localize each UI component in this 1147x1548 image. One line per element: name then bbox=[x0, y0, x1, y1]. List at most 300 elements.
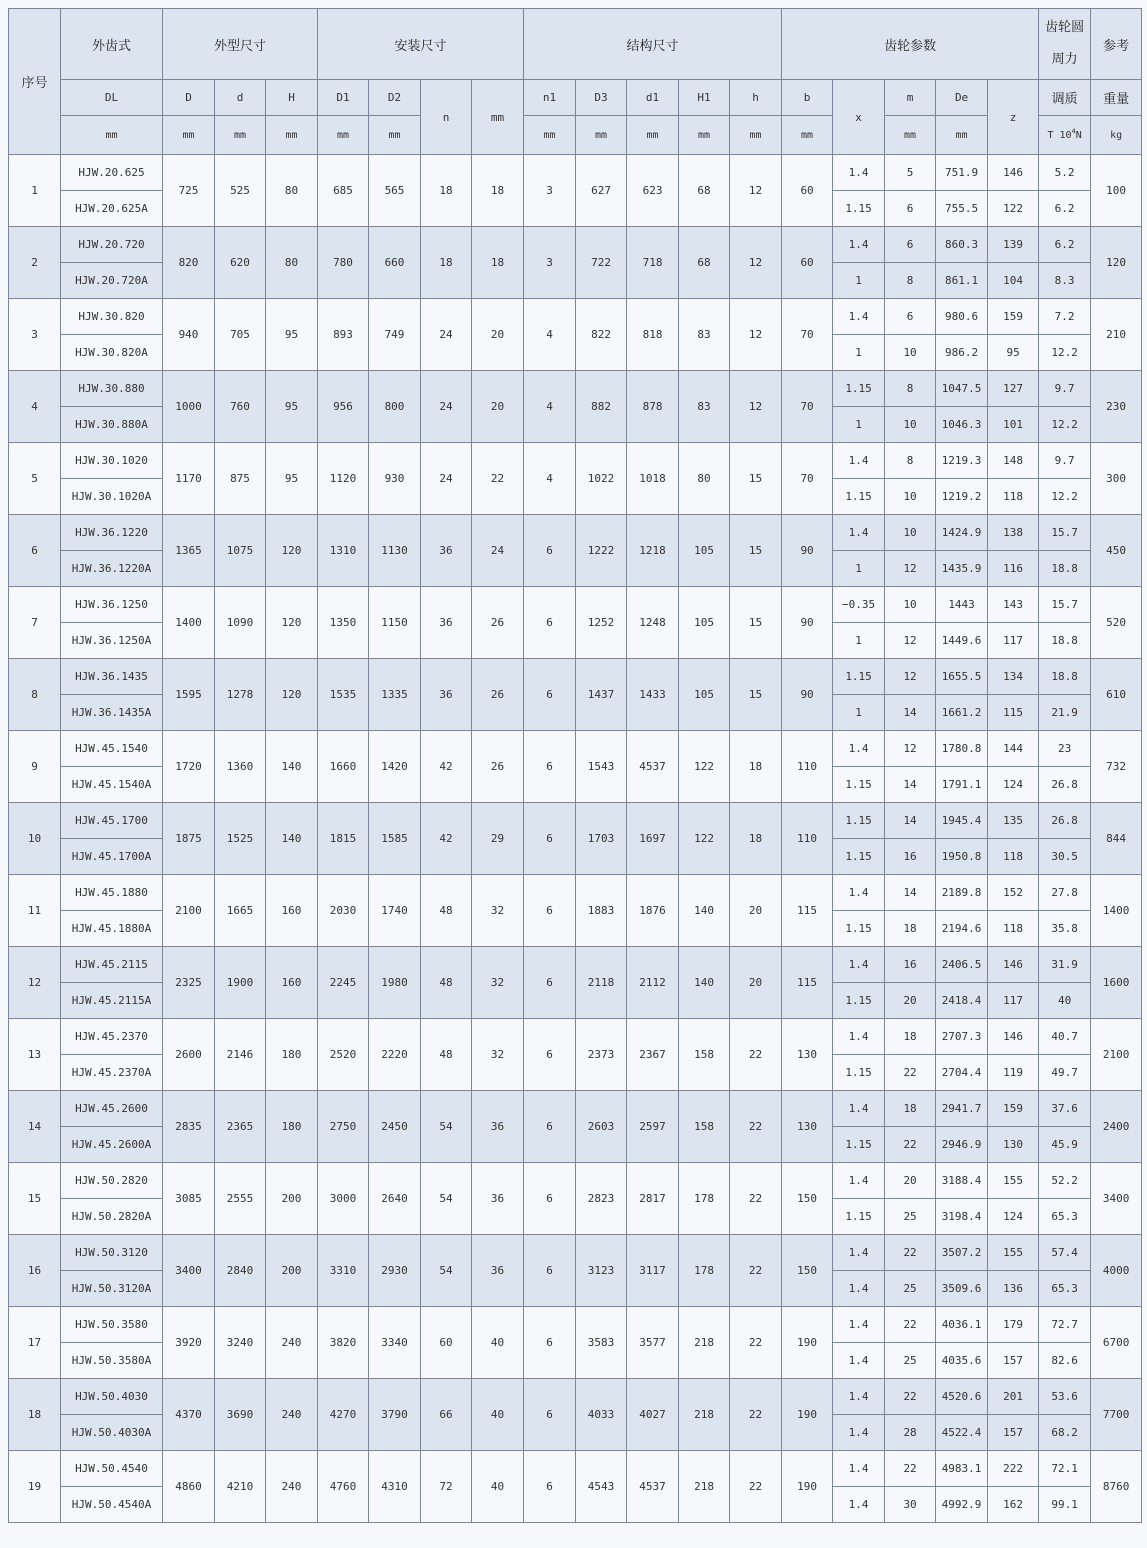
cell-d3: 2118 bbox=[576, 947, 627, 1019]
cell-d: 3920 bbox=[163, 1307, 215, 1379]
cell-x: 1.15 bbox=[833, 659, 885, 695]
cell-d2: 2640 bbox=[369, 1163, 421, 1235]
header-sym-d: d bbox=[215, 80, 266, 116]
cell-weight: 4000 bbox=[1091, 1235, 1142, 1307]
cell-n: 18 bbox=[421, 155, 472, 227]
cell-d1: 1535 bbox=[318, 659, 369, 731]
cell-d2: 660 bbox=[369, 227, 421, 299]
cell-de: 1945.4 bbox=[936, 803, 988, 839]
cell-n1: 3 bbox=[524, 227, 576, 299]
cell-d: 1400 bbox=[163, 587, 215, 659]
cell-seq: 18 bbox=[9, 1379, 61, 1451]
cell-weight: 6700 bbox=[1091, 1307, 1142, 1379]
cell-h1: 218 bbox=[679, 1379, 730, 1451]
cell-h: 15 bbox=[730, 587, 782, 659]
cell-de: 861.1 bbox=[936, 263, 988, 299]
cell-model: HJW.50.4030 bbox=[61, 1379, 163, 1415]
cell-h: 15 bbox=[730, 443, 782, 515]
cell-t: 8.3 bbox=[1039, 263, 1091, 299]
cell-d1: 1310 bbox=[318, 515, 369, 587]
cell-h: 200 bbox=[266, 1163, 318, 1235]
cell-n: 24 bbox=[421, 371, 472, 443]
cell-de: 2418.4 bbox=[936, 983, 988, 1019]
cell-m: 6 bbox=[885, 191, 936, 227]
cell-n: 36 bbox=[421, 587, 472, 659]
cell-x: 1.15 bbox=[833, 911, 885, 947]
cell-de: 1047.5 bbox=[936, 371, 988, 407]
cell-n: 36 bbox=[421, 659, 472, 731]
cell-d2: 1585 bbox=[369, 803, 421, 875]
cell-model: HJW.50.2820 bbox=[61, 1163, 163, 1199]
table-row bbox=[9, 371, 1142, 407]
cell-h: 80 bbox=[266, 227, 318, 299]
cell-z: 124 bbox=[988, 1199, 1039, 1235]
cell-d2: 2220 bbox=[369, 1019, 421, 1091]
cell-h1: 83 bbox=[679, 371, 730, 443]
cell-z: 155 bbox=[988, 1163, 1039, 1199]
cell-h: 18 bbox=[730, 731, 782, 803]
cell-weight: 1400 bbox=[1091, 875, 1142, 947]
cell-de: 4520.6 bbox=[936, 1379, 988, 1415]
header-unit-h: mm bbox=[730, 116, 782, 155]
cell-x: 1.4 bbox=[833, 227, 885, 263]
cell-t: 21.9 bbox=[1039, 695, 1091, 731]
cell-t: 53.6 bbox=[1039, 1379, 1091, 1415]
cell-d2: 4310 bbox=[369, 1451, 421, 1523]
header-unit-De: mm bbox=[936, 116, 988, 155]
cell-de: 2194.6 bbox=[936, 911, 988, 947]
cell-n1: 6 bbox=[524, 1019, 576, 1091]
table-row bbox=[9, 299, 1142, 335]
cell-d1: 4537 bbox=[627, 1451, 679, 1523]
cell-seq: 1 bbox=[9, 155, 61, 227]
cell-h: 12 bbox=[730, 155, 782, 227]
cell-model: HJW.45.1700A bbox=[61, 839, 163, 875]
cell-model: HJW.36.1435 bbox=[61, 659, 163, 695]
cell-x: 1.4 bbox=[833, 1379, 885, 1415]
cell-d: 2325 bbox=[163, 947, 215, 1019]
cell-model: HJW.50.3580A bbox=[61, 1343, 163, 1379]
cell-nmm: 36 bbox=[472, 1163, 524, 1235]
cell-m: 25 bbox=[885, 1271, 936, 1307]
cell-d1: 1350 bbox=[318, 587, 369, 659]
cell-d1: 4027 bbox=[627, 1379, 679, 1451]
cell-n1: 3 bbox=[524, 155, 576, 227]
cell-x: 1.15 bbox=[833, 767, 885, 803]
cell-m: 28 bbox=[885, 1415, 936, 1451]
table-row bbox=[9, 803, 1142, 839]
cell-model: HJW.45.1700 bbox=[61, 803, 163, 839]
cell-d1: 685 bbox=[318, 155, 369, 227]
cell-h: 22 bbox=[730, 1019, 782, 1091]
cell-nmm: 24 bbox=[472, 515, 524, 587]
cell-h: 22 bbox=[730, 1235, 782, 1307]
cell-model: HJW.45.1540A bbox=[61, 767, 163, 803]
cell-d1: 3000 bbox=[318, 1163, 369, 1235]
cell-d3: 4543 bbox=[576, 1451, 627, 1523]
cell-h1: 218 bbox=[679, 1451, 730, 1523]
cell-t: 6.2 bbox=[1039, 191, 1091, 227]
cell-seq: 9 bbox=[9, 731, 61, 803]
cell-d1: 1815 bbox=[318, 803, 369, 875]
cell-n: 48 bbox=[421, 1019, 472, 1091]
cell-weight: 7700 bbox=[1091, 1379, 1142, 1451]
header-weight: 重量 bbox=[1091, 80, 1142, 116]
cell-m: 20 bbox=[885, 983, 936, 1019]
cell-h: 95 bbox=[266, 443, 318, 515]
header-unit-D: mm bbox=[163, 116, 215, 155]
cell-de: 1046.3 bbox=[936, 407, 988, 443]
cell-z: 136 bbox=[988, 1271, 1039, 1307]
cell-d: 760 bbox=[215, 371, 266, 443]
cell-d1: 878 bbox=[627, 371, 679, 443]
cell-m: 22 bbox=[885, 1235, 936, 1271]
cell-model: HJW.36.1220 bbox=[61, 515, 163, 551]
cell-h: 22 bbox=[730, 1451, 782, 1523]
cell-t: 72.7 bbox=[1039, 1307, 1091, 1343]
cell-x: 1.4 bbox=[833, 1451, 885, 1487]
cell-de: 1791.1 bbox=[936, 767, 988, 803]
header-struct-dims: 结构尺寸 bbox=[524, 9, 782, 80]
cell-t: 5.2 bbox=[1039, 155, 1091, 191]
cell-d3: 882 bbox=[576, 371, 627, 443]
cell-x: 1.4 bbox=[833, 1019, 885, 1055]
cell-b: 90 bbox=[782, 515, 833, 587]
cell-d: 2835 bbox=[163, 1091, 215, 1163]
cell-d2: 2930 bbox=[369, 1235, 421, 1307]
cell-weight: 100 bbox=[1091, 155, 1142, 227]
header-unit-D2: mm bbox=[369, 116, 421, 155]
header-unit-H1: mm bbox=[679, 116, 730, 155]
header-sym-b: b bbox=[782, 80, 833, 116]
cell-model: HJW.45.2115 bbox=[61, 947, 163, 983]
cell-seq: 19 bbox=[9, 1451, 61, 1523]
cell-z: 104 bbox=[988, 263, 1039, 299]
header-sym-H: H bbox=[266, 80, 318, 116]
cell-seq: 11 bbox=[9, 875, 61, 947]
cell-d3: 822 bbox=[576, 299, 627, 371]
cell-model: HJW.50.4030A bbox=[61, 1415, 163, 1451]
cell-d: 525 bbox=[215, 155, 266, 227]
cell-t: 49.7 bbox=[1039, 1055, 1091, 1091]
cell-b: 190 bbox=[782, 1307, 833, 1379]
cell-d: 2365 bbox=[215, 1091, 266, 1163]
cell-seq: 3 bbox=[9, 299, 61, 371]
cell-model: HJW.30.880A bbox=[61, 407, 163, 443]
cell-b: 110 bbox=[782, 731, 833, 803]
cell-de: 2946.9 bbox=[936, 1127, 988, 1163]
cell-m: 8 bbox=[885, 371, 936, 407]
cell-d: 1090 bbox=[215, 587, 266, 659]
cell-de: 1449.6 bbox=[936, 623, 988, 659]
cell-b: 60 bbox=[782, 155, 833, 227]
header-unit-b: mm bbox=[782, 116, 833, 155]
table-row bbox=[9, 1091, 1142, 1127]
cell-h: 15 bbox=[730, 659, 782, 731]
cell-d1: 2817 bbox=[627, 1163, 679, 1235]
cell-n1: 6 bbox=[524, 803, 576, 875]
cell-b: 150 bbox=[782, 1235, 833, 1307]
cell-n: 54 bbox=[421, 1163, 472, 1235]
cell-de: 4035.6 bbox=[936, 1343, 988, 1379]
cell-d: 875 bbox=[215, 443, 266, 515]
cell-d2: 1980 bbox=[369, 947, 421, 1019]
cell-t: 6.2 bbox=[1039, 227, 1091, 263]
cell-h: 12 bbox=[730, 371, 782, 443]
header-sym-n-unit: mm bbox=[472, 80, 524, 155]
cell-nmm: 40 bbox=[472, 1451, 524, 1523]
cell-de: 1780.8 bbox=[936, 731, 988, 767]
cell-d: 2555 bbox=[215, 1163, 266, 1235]
cell-x: 1 bbox=[833, 551, 885, 587]
cell-d1: 1660 bbox=[318, 731, 369, 803]
cell-z: 119 bbox=[988, 1055, 1039, 1091]
cell-t: 15.7 bbox=[1039, 515, 1091, 551]
cell-t: 57.4 bbox=[1039, 1235, 1091, 1271]
cell-z: 201 bbox=[988, 1379, 1039, 1415]
cell-de: 3198.4 bbox=[936, 1199, 988, 1235]
cell-x: 1 bbox=[833, 407, 885, 443]
cell-z: 159 bbox=[988, 299, 1039, 335]
cell-z: 143 bbox=[988, 587, 1039, 623]
cell-weight: 520 bbox=[1091, 587, 1142, 659]
cell-x: 1 bbox=[833, 263, 885, 299]
cell-de: 1950.8 bbox=[936, 839, 988, 875]
cell-m: 22 bbox=[885, 1055, 936, 1091]
cell-d: 3085 bbox=[163, 1163, 215, 1235]
cell-t: 68.2 bbox=[1039, 1415, 1091, 1451]
cell-d3: 1543 bbox=[576, 731, 627, 803]
cell-seq: 13 bbox=[9, 1019, 61, 1091]
cell-d3: 1883 bbox=[576, 875, 627, 947]
header-sym-dl: DL bbox=[61, 80, 163, 116]
cell-de: 2707.3 bbox=[936, 1019, 988, 1055]
cell-d3: 2603 bbox=[576, 1091, 627, 1163]
cell-h1: 80 bbox=[679, 443, 730, 515]
cell-d3: 722 bbox=[576, 227, 627, 299]
cell-model: HJW.30.880 bbox=[61, 371, 163, 407]
cell-d2: 3340 bbox=[369, 1307, 421, 1379]
cell-n1: 6 bbox=[524, 1451, 576, 1523]
cell-h: 20 bbox=[730, 947, 782, 1019]
cell-d3: 1437 bbox=[576, 659, 627, 731]
cell-nmm: 32 bbox=[472, 1019, 524, 1091]
header-gear-force: 齿轮圆周力 bbox=[1039, 9, 1091, 80]
cell-de: 3507.2 bbox=[936, 1235, 988, 1271]
cell-m: 18 bbox=[885, 1019, 936, 1055]
header-sym-D3: D3 bbox=[576, 80, 627, 116]
cell-t: 40 bbox=[1039, 983, 1091, 1019]
cell-de: 3509.6 bbox=[936, 1271, 988, 1307]
table-row bbox=[9, 1307, 1142, 1343]
cell-h1: 83 bbox=[679, 299, 730, 371]
cell-z: 222 bbox=[988, 1451, 1039, 1487]
cell-m: 18 bbox=[885, 911, 936, 947]
cell-seq: 5 bbox=[9, 443, 61, 515]
cell-d: 1075 bbox=[215, 515, 266, 587]
cell-d2: 2450 bbox=[369, 1091, 421, 1163]
cell-x: 1 bbox=[833, 623, 885, 659]
cell-n: 54 bbox=[421, 1235, 472, 1307]
header-outer-dims: 外型尺寸 bbox=[163, 9, 318, 80]
cell-d3: 1022 bbox=[576, 443, 627, 515]
cell-d: 1525 bbox=[215, 803, 266, 875]
cell-d: 2600 bbox=[163, 1019, 215, 1091]
cell-d1: 780 bbox=[318, 227, 369, 299]
header-gear-params: 齿轮参数 bbox=[782, 9, 1039, 80]
cell-de: 3188.4 bbox=[936, 1163, 988, 1199]
header-sym-n: n bbox=[421, 80, 472, 155]
cell-seq: 17 bbox=[9, 1307, 61, 1379]
cell-m: 16 bbox=[885, 947, 936, 983]
header-unit-H: mm bbox=[266, 116, 318, 155]
cell-weight: 732 bbox=[1091, 731, 1142, 803]
cell-nmm: 18 bbox=[472, 155, 524, 227]
cell-h1: 122 bbox=[679, 731, 730, 803]
header-unit-m: mm bbox=[885, 116, 936, 155]
cell-x: 1.4 bbox=[833, 875, 885, 911]
cell-z: 148 bbox=[988, 443, 1039, 479]
cell-de: 1219.2 bbox=[936, 479, 988, 515]
cell-h: 22 bbox=[730, 1307, 782, 1379]
cell-h: 12 bbox=[730, 299, 782, 371]
cell-d: 1595 bbox=[163, 659, 215, 731]
cell-t: 9.7 bbox=[1039, 443, 1091, 479]
cell-x: 1.4 bbox=[833, 1343, 885, 1379]
cell-m: 12 bbox=[885, 731, 936, 767]
cell-nmm: 18 bbox=[472, 227, 524, 299]
cell-m: 10 bbox=[885, 515, 936, 551]
cell-z: 124 bbox=[988, 767, 1039, 803]
header-unit-n1: mm bbox=[524, 116, 576, 155]
cell-x: 1.4 bbox=[833, 1487, 885, 1523]
cell-weight: 610 bbox=[1091, 659, 1142, 731]
cell-h1: 68 bbox=[679, 155, 730, 227]
cell-h1: 178 bbox=[679, 1235, 730, 1307]
cell-de: 2189.8 bbox=[936, 875, 988, 911]
cell-x: 1.4 bbox=[833, 1091, 885, 1127]
cell-d: 4210 bbox=[215, 1451, 266, 1523]
cell-d: 1365 bbox=[163, 515, 215, 587]
cell-t: 18.8 bbox=[1039, 623, 1091, 659]
cell-d1: 3577 bbox=[627, 1307, 679, 1379]
cell-model: HJW.50.4540 bbox=[61, 1451, 163, 1487]
cell-d2: 930 bbox=[369, 443, 421, 515]
cell-d: 2840 bbox=[215, 1235, 266, 1307]
cell-z: 179 bbox=[988, 1307, 1039, 1343]
cell-de: 2406.5 bbox=[936, 947, 988, 983]
cell-de: 1655.5 bbox=[936, 659, 988, 695]
cell-z: 135 bbox=[988, 803, 1039, 839]
cell-seq: 2 bbox=[9, 227, 61, 299]
cell-b: 70 bbox=[782, 299, 833, 371]
cell-de: 1435.9 bbox=[936, 551, 988, 587]
cell-b: 90 bbox=[782, 659, 833, 731]
cell-d2: 1335 bbox=[369, 659, 421, 731]
cell-t: 65.3 bbox=[1039, 1271, 1091, 1307]
cell-t: 12.2 bbox=[1039, 335, 1091, 371]
cell-d: 3690 bbox=[215, 1379, 266, 1451]
cell-model: HJW.20.625 bbox=[61, 155, 163, 191]
cell-model: HJW.20.720A bbox=[61, 263, 163, 299]
cell-d2: 1130 bbox=[369, 515, 421, 587]
cell-nmm: 36 bbox=[472, 1091, 524, 1163]
cell-d3: 4033 bbox=[576, 1379, 627, 1451]
cell-m: 22 bbox=[885, 1127, 936, 1163]
cell-d3: 1703 bbox=[576, 803, 627, 875]
table-row bbox=[9, 155, 1142, 191]
cell-h1: 140 bbox=[679, 947, 730, 1019]
cell-m: 22 bbox=[885, 1379, 936, 1415]
cell-m: 22 bbox=[885, 1451, 936, 1487]
cell-h: 95 bbox=[266, 371, 318, 443]
cell-d: 2146 bbox=[215, 1019, 266, 1091]
cell-h1: 140 bbox=[679, 875, 730, 947]
header-unit-D1: mm bbox=[318, 116, 369, 155]
cell-h: 18 bbox=[730, 803, 782, 875]
cell-d: 725 bbox=[163, 155, 215, 227]
table-row bbox=[9, 731, 1142, 767]
cell-n1: 6 bbox=[524, 1235, 576, 1307]
table-row bbox=[9, 515, 1142, 551]
cell-h: 160 bbox=[266, 947, 318, 1019]
cell-t: 31.9 bbox=[1039, 947, 1091, 983]
header-unit-weight: kg bbox=[1091, 116, 1142, 155]
cell-m: 10 bbox=[885, 407, 936, 443]
cell-model: HJW.45.1880A bbox=[61, 911, 163, 947]
cell-t: 12.2 bbox=[1039, 479, 1091, 515]
cell-x: 1.4 bbox=[833, 1163, 885, 1199]
cell-weight: 120 bbox=[1091, 227, 1142, 299]
cell-t: 65.3 bbox=[1039, 1199, 1091, 1235]
cell-model: HJW.45.2600A bbox=[61, 1127, 163, 1163]
cell-z: 146 bbox=[988, 947, 1039, 983]
cell-b: 70 bbox=[782, 371, 833, 443]
cell-t: 72.1 bbox=[1039, 1451, 1091, 1487]
cell-t: 35.8 bbox=[1039, 911, 1091, 947]
cell-t: 7.2 bbox=[1039, 299, 1091, 335]
cell-t: 12.2 bbox=[1039, 407, 1091, 443]
cell-h1: 158 bbox=[679, 1091, 730, 1163]
cell-d3: 1252 bbox=[576, 587, 627, 659]
cell-n1: 6 bbox=[524, 1163, 576, 1235]
header-unit-d1: mm bbox=[627, 116, 679, 155]
cell-t: 26.8 bbox=[1039, 767, 1091, 803]
header-ref: 参考 bbox=[1091, 9, 1142, 80]
cell-h: 12 bbox=[730, 227, 782, 299]
cell-model: HJW.30.1020A bbox=[61, 479, 163, 515]
cell-t: 52.2 bbox=[1039, 1163, 1091, 1199]
header-seq: 序号 bbox=[9, 9, 61, 155]
table-row bbox=[9, 227, 1142, 263]
cell-d: 820 bbox=[163, 227, 215, 299]
cell-h1: 218 bbox=[679, 1307, 730, 1379]
cell-n: 48 bbox=[421, 947, 472, 1019]
cell-h: 22 bbox=[730, 1379, 782, 1451]
cell-b: 130 bbox=[782, 1019, 833, 1091]
cell-z: 152 bbox=[988, 875, 1039, 911]
cell-h1: 105 bbox=[679, 587, 730, 659]
cell-n: 42 bbox=[421, 803, 472, 875]
cell-n1: 4 bbox=[524, 371, 576, 443]
cell-nmm: 20 bbox=[472, 371, 524, 443]
cell-model: HJW.45.1880 bbox=[61, 875, 163, 911]
cell-z: 138 bbox=[988, 515, 1039, 551]
cell-t: 30.5 bbox=[1039, 839, 1091, 875]
cell-d3: 1222 bbox=[576, 515, 627, 587]
cell-b: 190 bbox=[782, 1451, 833, 1523]
cell-nmm: 26 bbox=[472, 659, 524, 731]
